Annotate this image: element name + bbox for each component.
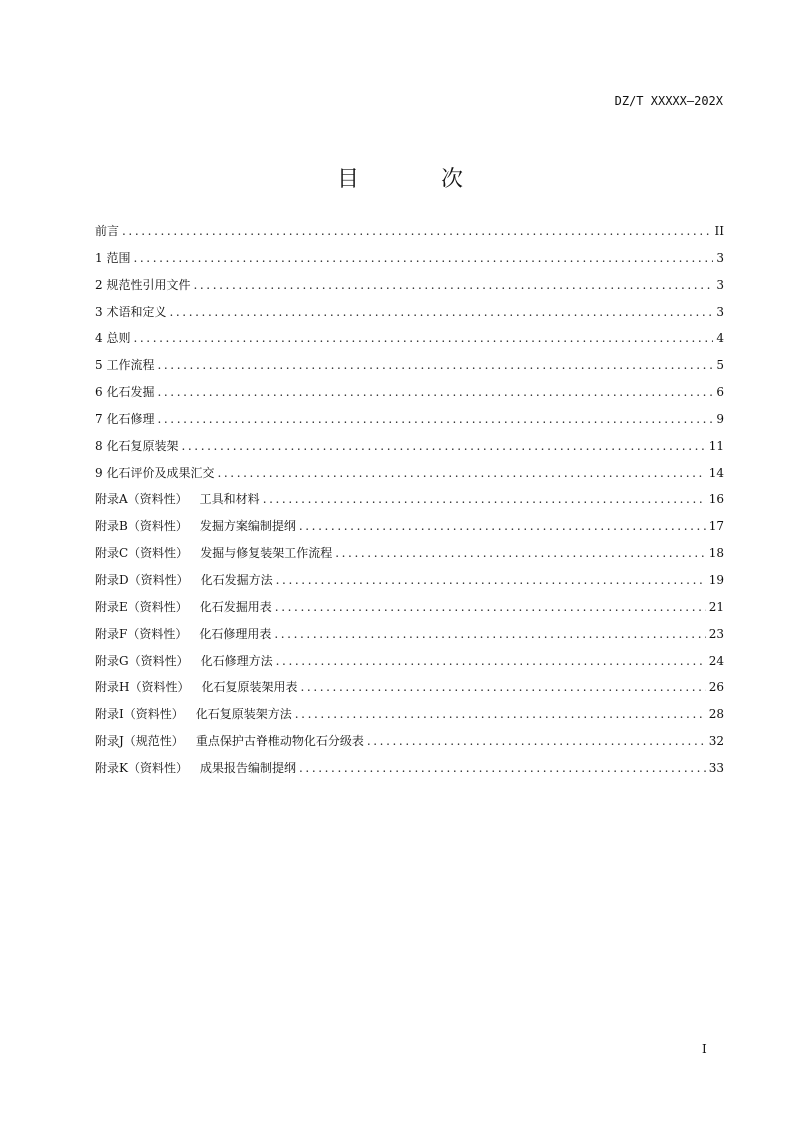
toc-entry-title: 工具和材料 xyxy=(199,492,260,507)
toc-entry-title: 3 术语和定义 xyxy=(95,304,167,319)
toc-entry[interactable] xyxy=(95,249,724,276)
toc-entry-title: 5 工作流程 xyxy=(95,358,155,373)
toc-entry-label xyxy=(95,303,166,320)
dot-leader xyxy=(193,278,713,292)
appendix-prefix: 附录A（资料性） xyxy=(95,492,188,507)
toc-entry[interactable] xyxy=(95,652,724,679)
appendix-prefix: 附录B（资料性） xyxy=(95,519,188,534)
dot-leader xyxy=(263,492,706,506)
toc-entry[interactable] xyxy=(95,410,724,437)
toc-entry-title: 发掘与修复装架工作流程 xyxy=(200,546,333,561)
dot-leader xyxy=(274,627,705,641)
dot-leader xyxy=(133,331,713,345)
dot-leader xyxy=(299,761,706,775)
appendix-prefix: 附录C（资料性） xyxy=(95,546,189,561)
appendix-prefix: 附录F（资料性） xyxy=(95,626,188,641)
dot-leader xyxy=(133,251,713,265)
toc-entry-title: 成果报告编制提纲 xyxy=(199,760,296,775)
dot-leader xyxy=(217,466,705,480)
appendix-prefix: 附录J（规范性） xyxy=(95,734,184,749)
dot-leader xyxy=(295,707,706,721)
dot-leader xyxy=(276,573,706,587)
toc-entry-page: 28 xyxy=(708,707,724,722)
toc-entry-page: 19 xyxy=(708,572,724,587)
toc-entry[interactable] xyxy=(95,517,724,544)
toc-entry-title: 化石修理方法 xyxy=(200,653,273,668)
toc-entry-title: 化石发掘方法 xyxy=(200,572,273,587)
toc-entry-page: II xyxy=(714,224,724,238)
toc-entry[interactable] xyxy=(95,464,724,491)
dot-leader xyxy=(169,305,713,319)
toc-entry-label xyxy=(95,490,260,507)
toc-entry-title: 7 化石修理 xyxy=(95,411,155,426)
appendix-prefix: 附录E（资料性） xyxy=(95,599,188,614)
toc-entry-title: 4 总则 xyxy=(95,331,131,346)
toc-entry-page: 14 xyxy=(708,465,724,480)
toc-entry-title: 化石复原装架方法 xyxy=(195,707,292,722)
toc-entry-label xyxy=(95,652,273,669)
toc-entry-page: 18 xyxy=(708,546,724,561)
toc-entry-page: 26 xyxy=(708,680,724,695)
appendix-prefix: 附录I（资料性） xyxy=(95,707,184,722)
appendix-prefix: 附录K（资料性） xyxy=(95,760,188,775)
toc-entry-page: 3 xyxy=(716,277,724,292)
toc-entry-title: 重点保护古脊椎动物化石分级表 xyxy=(195,734,364,749)
toc-entry[interactable] xyxy=(95,678,724,705)
toc-entry-label xyxy=(95,571,273,588)
toc-entry[interactable] xyxy=(95,276,724,303)
toc-entry-page: 21 xyxy=(708,599,724,614)
toc-entry-label xyxy=(95,678,297,695)
toc-entry[interactable] xyxy=(95,490,724,517)
toc-entry-title: 化石复原装架用表 xyxy=(201,680,298,695)
dot-leader xyxy=(275,600,706,614)
appendix-prefix: 附录H（资料性） xyxy=(95,680,190,695)
page-title: 目 次 xyxy=(336,167,493,192)
toc-entry[interactable] xyxy=(95,598,724,625)
appendix-prefix: 附录D（资料性） xyxy=(95,572,189,587)
toc-entry[interactable] xyxy=(95,222,724,249)
toc-entry-label xyxy=(95,410,154,427)
toc-entry-page: 16 xyxy=(708,492,724,507)
dot-leader xyxy=(335,546,706,560)
toc-entry-label xyxy=(95,705,292,722)
toc-entry[interactable] xyxy=(95,356,724,383)
toc-entry-page: 4 xyxy=(716,331,724,346)
toc-entry-label xyxy=(95,356,154,373)
toc-entry-page: 9 xyxy=(716,411,724,426)
toc-entry-label xyxy=(95,437,178,454)
toc-entry-label xyxy=(95,517,296,534)
toc-entry-page: 5 xyxy=(716,358,724,373)
toc-entry[interactable] xyxy=(95,437,724,464)
table-of-contents xyxy=(95,222,724,786)
dot-leader xyxy=(157,412,713,426)
toc-entry-label xyxy=(95,249,130,266)
toc-entry[interactable] xyxy=(95,625,724,652)
appendix-prefix: 附录G（资料性） xyxy=(95,653,189,668)
toc-entry-label xyxy=(95,222,119,239)
toc-entry[interactable] xyxy=(95,571,724,598)
toc-entry-label xyxy=(95,625,271,642)
toc-entry[interactable] xyxy=(95,759,724,786)
dot-leader xyxy=(122,224,712,238)
toc-entry-label xyxy=(95,464,214,481)
toc-entry[interactable] xyxy=(95,544,724,571)
toc-entry-title: 2 规范性引用文件 xyxy=(95,277,191,292)
toc-entry-page: 32 xyxy=(708,734,724,749)
page-number: I xyxy=(702,1042,707,1056)
toc-entry-page: 6 xyxy=(716,385,724,400)
toc-entry[interactable] xyxy=(95,303,724,330)
dot-leader xyxy=(300,680,705,694)
toc-entry[interactable] xyxy=(95,732,724,759)
toc-entry-page: 24 xyxy=(708,653,724,668)
toc-entry-page: 3 xyxy=(716,250,724,265)
toc-entry-title: 8 化石复原装架 xyxy=(95,438,179,453)
toc-entry-title: 9 化石评价及成果汇交 xyxy=(95,465,215,480)
toc-entry-page: 23 xyxy=(708,626,724,641)
toc-entry-page: 17 xyxy=(708,519,724,534)
toc-entry-label xyxy=(95,544,332,561)
toc-entry-label xyxy=(95,329,130,346)
toc-entry-title: 1 范围 xyxy=(95,250,131,265)
toc-entry-label xyxy=(95,598,272,615)
toc-entry-page: 33 xyxy=(708,760,724,775)
toc-entry[interactable] xyxy=(95,383,724,410)
document-code: DZ/T XXXXX—202X xyxy=(614,94,723,108)
toc-entry-page: 11 xyxy=(708,438,724,453)
toc-entry-page: 3 xyxy=(716,304,724,319)
toc-entry-title: 6 化石发掘 xyxy=(95,385,155,400)
toc-entry-label xyxy=(95,276,190,293)
toc-entry-label xyxy=(95,759,296,776)
dot-leader xyxy=(367,734,706,748)
dot-leader xyxy=(299,519,706,533)
toc-entry-label xyxy=(95,383,154,400)
toc-entry-label xyxy=(95,732,364,749)
toc-entry[interactable] xyxy=(95,329,724,356)
dot-leader xyxy=(181,439,705,453)
toc-entry-title: 化石修理用表 xyxy=(199,626,272,641)
dot-leader xyxy=(276,654,706,668)
toc-entry-title: 前言 xyxy=(95,224,120,238)
toc-entry-title: 发掘方案编制提纲 xyxy=(199,519,296,534)
dot-leader xyxy=(157,358,713,372)
toc-entry-title: 化石发掘用表 xyxy=(199,599,272,614)
dot-leader xyxy=(157,385,713,399)
toc-entry[interactable] xyxy=(95,705,724,732)
